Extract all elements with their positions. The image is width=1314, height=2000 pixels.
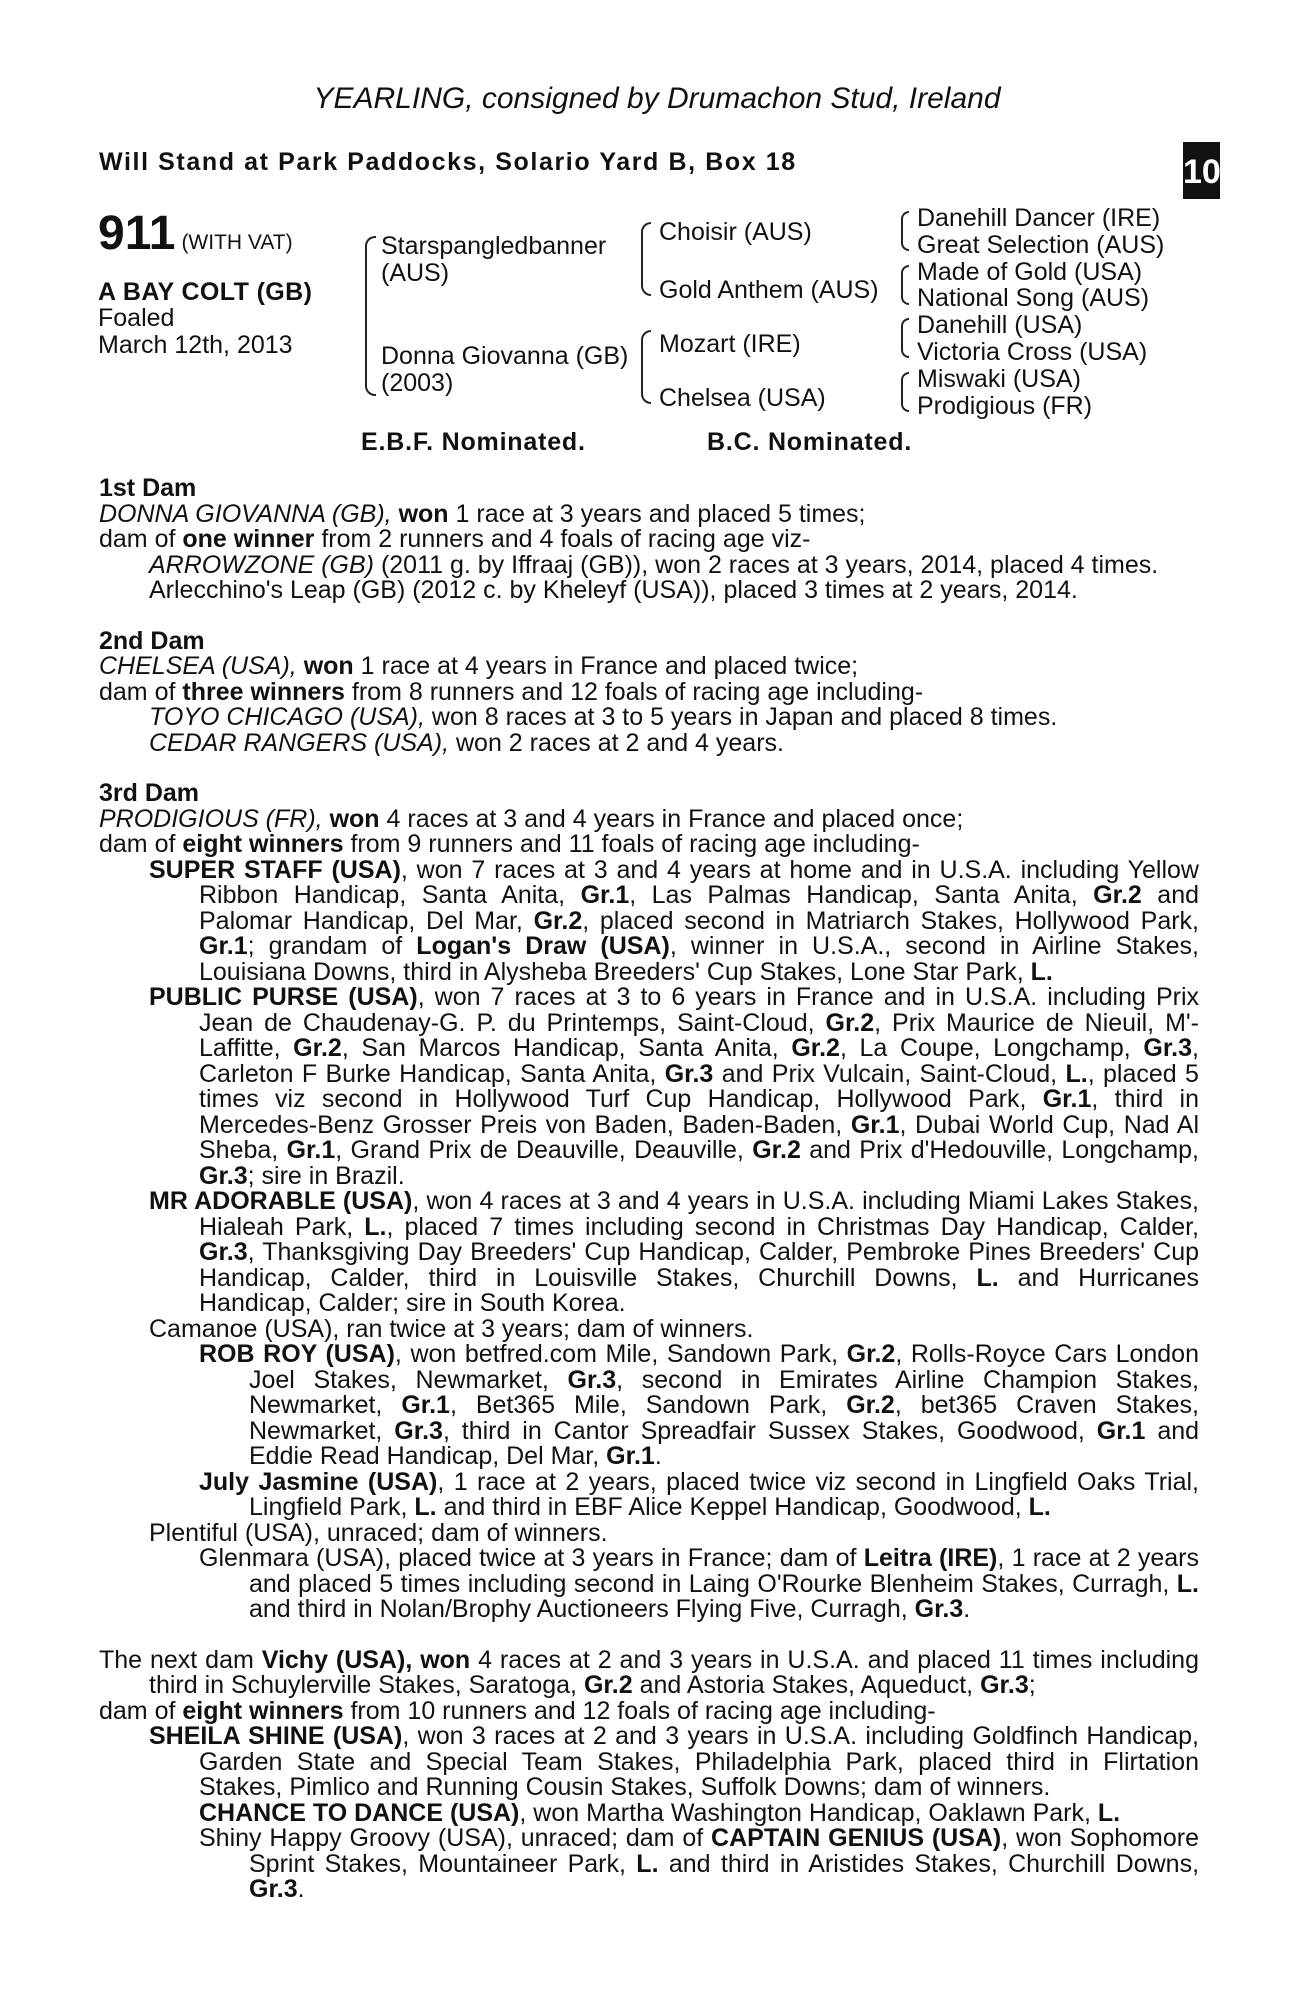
pedigree-great-5: Danehill (USA) <box>917 311 1083 339</box>
pedigree-great-6: Victoria Cross (USA) <box>917 338 1148 366</box>
second-dam-produce: dam of three winners from 8 runners and 12 foals of racing age including- <box>99 677 924 706</box>
pedigree-bracket-gs2 <box>901 265 909 305</box>
pedigree-bracket-sire <box>641 222 651 296</box>
first-dam-entry-1: ARROWZONE (GB) (2011 g. by Iffraaj (GB)), won 2 races at 3 years, 2014, placed 4 times. <box>149 550 1159 579</box>
pedigree-bracket-gs1 <box>901 211 909 251</box>
stand-location: Will Stand at Park Paddocks, Solario Yard B, Box 18 <box>99 148 797 176</box>
entry-rob-roy: ROB ROY (USA), won betfred.com Mile, Sandown Park, Gr.2, Rolls-Royce Cars London Joel Stakes, Newmarket, Gr.3, second in Emirates Airline Champion Stakes, Newmarket, Gr.1, Bet365 Mile, Sandown Park, Gr.2, bet365 Craven Stakes, Newmarket, Gr.3, third in Cantor Spreadfair Sussex Stakes, Goodwood, Gr.1 and Eddie Read Handicap, Del Mar, Gr.1. <box>199 1340 1200 1470</box>
badge-number: 10 <box>1183 153 1221 191</box>
foaled-info <box>98 305 293 359</box>
dam-year: (2003) <box>381 369 454 397</box>
entry-chance-to-dance: CHANCE TO DANCE (USA), won Martha Washington Handicap, Oaklawn Park, L. <box>199 1798 1121 1827</box>
entry-glenmara: Glenmara (USA), placed twice at 3 years in France; dam of Leitra (IRE), 1 race at 2 years and placed 5 times including second in Laing O'Rourke Blenheim Stakes, Curragh, L. and third in Nolan/Brophy Auctioneers Flying Five, Curragh, Gr.3. <box>199 1544 1199 1623</box>
entry-shiny-happy-groovy: Shiny Happy Groovy (USA), unraced; dam of CAPTAIN GENIUS (USA), won Sophomore Sprint Stakes, Mountaineer Park, L. and third in Aristides Stakes, Churchill Downs, Gr.3. <box>199 1824 1200 1903</box>
entry-sheila-shine: SHEILA SHINE (USA), won 3 races at 2 and 3 years in U.S.A. including Goldfinch Handicap, Garden State and Special Team Stakes, Philadelphia Park, placed third in Flirtation Stakes, Pimlico and Running Cousin Stakes, Suffolk Downs; dam of winners. <box>149 1722 1199 1801</box>
pedigree-bracket-dam <box>641 330 651 404</box>
entry-july-jasmine: July Jasmine (USA), 1 race at 2 years, placed twice viz second in Lingfield Oaks Trial, Lingfield Park, L. and third in EBF Alice Keppel Handicap, Goodwood, L. <box>199 1467 1199 1521</box>
second-dam-entry-1: TOYO CHICAGO (USA), won 8 races at 3 to 5 years in Japan and placed 8 times. <box>149 703 1058 731</box>
second-dam-title: 2nd Dam <box>99 626 205 655</box>
second-dam-line: CHELSEA (USA), won 1 race at 4 years in France and placed twice; <box>99 652 859 680</box>
pedigree-grandparent-4: Chelsea (USA) <box>659 384 826 412</box>
entry-plentiful: Plentiful (USA), unraced; dam of winners. <box>149 1518 608 1547</box>
produce-record <box>99 476 1199 1903</box>
first-dam-line: DONNA GIOVANNA (GB), won 1 race at 3 years and placed 5 times; <box>99 499 866 528</box>
pedigree-grandparent-1: Choisir (AUS) <box>659 218 812 246</box>
pedigree-great-7: Miswaki (USA) <box>917 365 1081 393</box>
badge-plus: + <box>1186 123 1194 138</box>
entry-public-purse: PUBLIC PURSE (USA), won 7 races at 3 to 6 years in France and in U.S.A. including Prix Jean de Chaudenay-G. P. du Printemps, Saint-Cloud, Gr.2, Prix Maurice de Nieuil, M'-Laffitte, Gr.2, San Marcos Handicap, Santa Anita, Gr.2, La Coupe, Longchamp, Gr.3, Carleton F Burke Handicap, Santa Anita, Gr.3 and Prix Vulcain, Saint-Cloud, L., placed 5 times viz second in Hollywood Turf Cup Handicap, Hollywood Park, Gr.1, third in Mercedes-Benz Grosser Preis von Baden, Baden-Baden, Gr.1, Dubai World Cup, Nad Al Sheba, Gr.1, Grand Prix de Deauville, Deauville, Gr.2 and Prix d'Hedouville, Longchamp, Gr.3; sire in Brazil. <box>149 983 1200 1190</box>
dam-name: Donna Giovanna (GB) <box>381 342 629 370</box>
next-dam-produce: dam of eight winners from 10 runners and 12 foals of racing age including- <box>99 1696 936 1725</box>
entry-super-staff: SUPER STAFF (USA), won 7 races at 3 and 4 years at home and in U.S.A. including Yellow Ribbon Handicap, Santa Anita, Gr.1, Las Palmas Handicap, Santa Anita, Gr.2 and Palomar Handicap, Del Mar, Gr.2, placed second in Matriarch Stakes, Hollywood Park, Gr.1; grandam of Logan's Draw (USA), winner in U.S.A., second in Airline Stakes, Louisiana Downs, third in Alysheba Breeders' Cup Stakes, Lone Star Park, L. <box>149 855 1200 986</box>
sire-country: (AUS) <box>381 259 450 287</box>
page-header: YEARLING, consigned by Drumachon Stud, Ireland <box>313 82 1001 115</box>
foaled-label: Foaled <box>98 304 175 332</box>
foaled-date: March 12th, 2013 <box>98 331 293 359</box>
lot-number-value: 911 <box>98 207 176 260</box>
pedigree-dam <box>381 343 628 397</box>
horse-description: A BAY COLT (GB) <box>98 278 313 306</box>
entry-camanoe: Camanoe (USA), ran twice at 3 years; dam of winners. <box>149 1314 754 1343</box>
pedigree-great-2: Great Selection (AUS) <box>917 231 1165 259</box>
pedigree-sire <box>381 233 606 287</box>
page-badge <box>1183 123 1221 199</box>
first-dam-entry-2: Arlecchino's Leap (GB) (2012 c. by Kheleyf (USA)), placed 3 times at 2 years, 2014. <box>149 576 1078 604</box>
pedigree-grandparent-2: Gold Anthem (AUS) <box>659 276 879 304</box>
pedigree-bracket-main <box>365 236 376 396</box>
vat-label: (WITH VAT) <box>181 231 293 254</box>
sire-name: Starspangledbanner <box>381 232 607 260</box>
pedigree-great-8: Prodigious (FR) <box>917 392 1093 420</box>
ebf-nominated: E.B.F. Nominated. <box>361 428 586 456</box>
next-dam-line: The next dam Vichy (USA), won 4 races at 2 and 3 years in U.S.A. and placed 11 times including third in Schuylerville Stakes, Saratoga, Gr.2 and Astoria Stakes, Aqueduct, Gr.3; <box>99 1645 1199 1699</box>
third-dam-produce: dam of eight winners from 9 runners and 11 foals of racing age including- <box>99 830 920 858</box>
lot-number <box>98 206 293 261</box>
second-dam-entry-2: CEDAR RANGERS (USA), won 2 races at 2 and 4 years. <box>149 728 784 757</box>
entry-mr-adorable: MR ADORABLE (USA), won 4 races at 3 and 4 years in U.S.A. including Miami Lakes Stakes, Hialeah Park, L., placed 7 times including second in Christmas Day Handicap, Calder, Gr.3, Thanksgiving Day Breeders' Cup Handicap, Calder, Pembroke Pines Breeders' Cup Handicap, Calder, third in Louisville Stakes, Churchill Downs, L. and Hurricanes Handicap, Calder; sire in South Korea. <box>149 1187 1200 1317</box>
pedigree-grandparent-3: Mozart (IRE) <box>659 330 801 358</box>
pedigree-bracket-gs3 <box>901 318 909 358</box>
pedigree-great-3: Made of Gold (USA) <box>917 258 1143 286</box>
pedigree-great-1: Danehill Dancer (IRE) <box>917 204 1161 232</box>
first-dam-title: 1st Dam <box>99 474 197 502</box>
first-dam-produce: dam of one winner from 2 runners and 4 foals of racing age viz- <box>99 525 811 553</box>
third-dam-title: 3rd Dam <box>99 779 200 807</box>
pedigree-bracket-gs4 <box>901 372 909 412</box>
bc-nominated: B.C. Nominated. <box>707 428 913 456</box>
third-dam-line: PRODIGIOUS (FR), won 4 races at 3 and 4 years in France and placed once; <box>99 804 964 833</box>
pedigree-great-4: National Song (AUS) <box>917 284 1150 312</box>
